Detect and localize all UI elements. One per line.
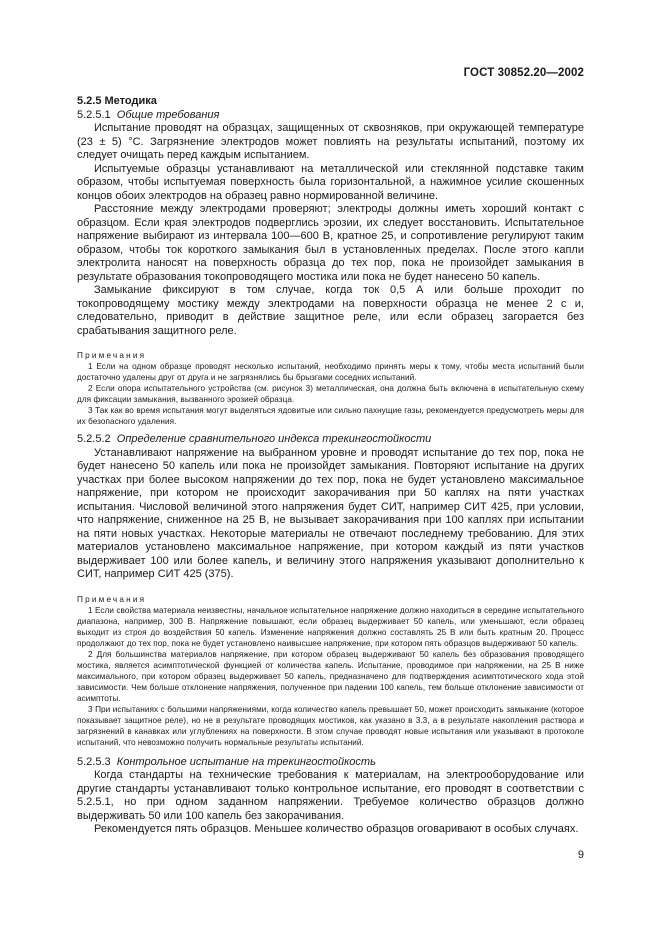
subsection-number: 5.2.5.1 (77, 108, 111, 121)
note-item: 3 Так как во время испытания могут выделяться ядовитые или сильно пахнущие газы, рекомендуется предусмотреть меры для их безопасного удаления. (77, 406, 584, 426)
subsection-number: 5.2.5.3 (77, 755, 111, 768)
paragraph: Когда стандарты на технические требования к материалам, на электрооборудование или другие стандарты устанавливают только контрольное испытание, его проводят в соответствии с 5.2.5.1, но при одном заданном напряжении. Требуемое количество образцов должно выдерживать 50 или 100 капель без закорачивания. (77, 769, 584, 822)
paragraph: Устанавливают напряжение на выбранном уровне и проводят испытание до тех пор, пока не будет нанесено 50 капель или пока не произойдет замыкания. Повторяют испытание на других участках при более высоком напряжении до тех пор, пока не будет установлено максимальное напряжение, при котором не происходит закорачивания при 50 каплях на пяти участках испытания. Числовой величиной этого напряжения будет СИТ, например СИТ 425, при условии, что напряжение, сниженное на 25 В, не вызывает закорачивания при 100 каплях при испытании на пяти новых участках. Некоторые материалы не отвечают последнему требованию. Для этих материалов установлено максимальное напряжение, при котором каждый из пяти участков выдерживает 100 или более капель, и величину этого напряжения указывают дополнительно к СИТ, например СИТ 425 (375). (77, 446, 584, 580)
paragraph: Замыкание фиксируют в том случае, когда ток 0,5 А или больше проходит по токопроводящему мостику между электродами на поверхности образца не менее 2 с и, следовательно, приводит в действие защитное реле, или если образец загорается без срабатывания защитного реле. (77, 284, 584, 337)
subsection-title: Контрольное испытание на трекингостойкость (116, 755, 376, 768)
note-item: 2 Для большинства материалов напряжение, при котором образец выдерживают 50 капель без образования проводящего мостика, является асимптотической функцией от количества капель. Испытание, проводимое при напряжении, на 25 В ниже максимального, при котором образец выдерживает 50 капель, предназначено для подтверждения асимптотического хода этой зависимости. Чем больше отклонение напряжения, полученное при падении 100 капель, тем больше отклонение зависимости от асимптоты. (77, 649, 584, 703)
subsection-number: 5.2.5.2 (77, 433, 111, 445)
note-item: 2 Если опора испытательного устройства (см. рисунок 3) металлическая, она должна быть включена в испытательную схему для фиксации замыкания, вызванного эрозией образца. (77, 384, 584, 404)
subsection-heading (77, 109, 584, 123)
note-item: 1 Если свойства материала неизвестны, начальное испытательное напряжение должно находиться в середине испытательного диапазона, например, 300 В. Напряжение повышают, если образец выдерживает 50 капель, или уменьшают, если образец выходит из строя до воздействия 50 капель. Изменение напряжения должно составлять 25 В или быть кратным 20. Процесс продолжают до тех пор, пока не будет установлено наивысшее напряжение, при котором пять образцов выдерживают 50 капель. (77, 605, 584, 648)
notes-block (77, 594, 584, 748)
paragraph: Испытуемые образцы устанавливают на металлической или стеклянной подставке таким образом, чтобы испытуемая поверхность была горизонтальной, а нажимное усилие скошенных концов обоих электродов на образец равно нормированной величине. (77, 162, 584, 202)
note-item: 3 При испытаниях с большими напряжениями, когда количество капель превышает 50, может происходить замыкание (которое показывает защитное реле), но не в результате проводящих мостиков, как указано в 3.3, а в результате накопления раствора и загрязнений в канавках или углублениях на поверхности. В этом случае проводят новые испытания или указывают в протоколе испытаний, что невозможно получить нормальные результаты испытаний. (77, 704, 584, 747)
notes-title: Примечания (77, 351, 147, 360)
note-item: 1 Если на одном образце проводят несколько испытаний, необходимо принять меры к тому, чтобы места испытаний были достаточно удалены друг от друга и не загрязнялись бы брызгами соседних испытаний. (77, 362, 584, 382)
notes-title: Примечания (77, 594, 147, 604)
document-id: ГОСТ 30852.20—2002 (463, 67, 584, 79)
paragraph: Рекомендуется пять образцов. Меньшее количество образцов оговаривают в особых случаях. (94, 823, 579, 835)
section-heading: 5.2.5 Методика (77, 95, 157, 107)
paragraph: Расстояние между электродами проверяют; электроды должны иметь хороший контакт с образцом. Если края электродов подверглись эрозии, их следует восстановить. Испытательное напряжение выбирают из интервала 100—600 В, кратное 25, и сопротивление регулируют таким образом, чтобы ток короткого замыкания был в установленных пределах. После этого капли электролита наносят на поверхность образца до тех пор, пока не произойдет замыкания в результате образования токопроводящего мостика или пока не будет нанесено 50 капель. (77, 203, 584, 283)
subsection-heading (77, 433, 584, 447)
subsection-title: Определение сравнительного индекса трекингостойкости (116, 433, 432, 445)
notes-block (77, 350, 584, 427)
page-number: 9 (577, 849, 584, 861)
subsection-heading (77, 756, 584, 770)
page-content (77, 95, 584, 837)
paragraph: Испытание проводят на образцах, защищенных от сквозняков, при окружающей температуре (23 ± 5) °С. Загрязнение электродов может повлиять на результаты испытаний, поэтому их следует очищать перед каждым испытанием. (77, 122, 584, 161)
subsection-title: Общие требования (116, 108, 220, 121)
